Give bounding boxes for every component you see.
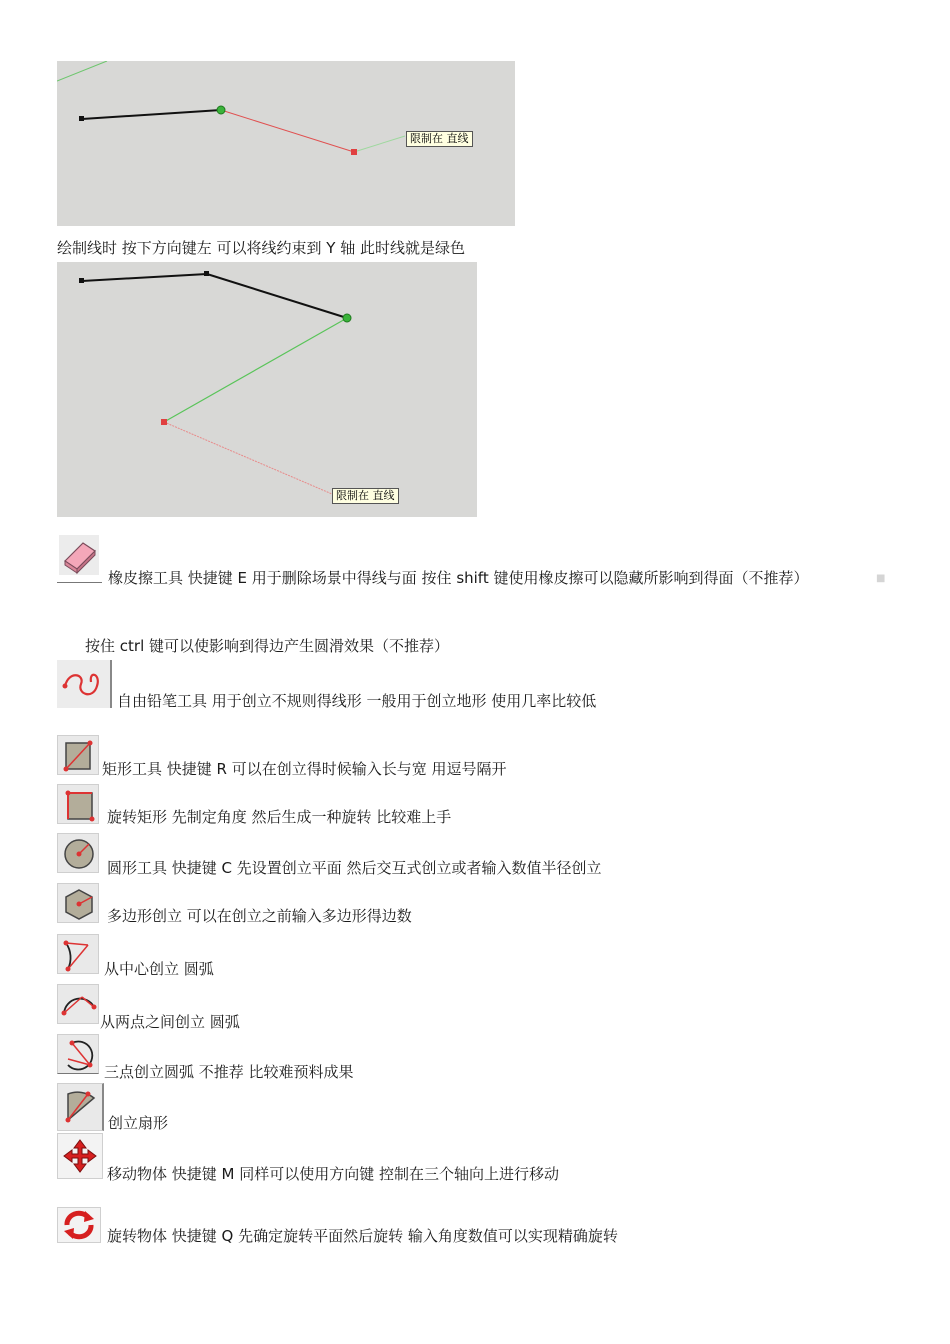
line-drawing-2	[57, 262, 477, 517]
rotated-rectangle-icon	[57, 784, 99, 824]
tool-desc-pie: 创立扇形	[108, 1114, 169, 1132]
tool-desc-polygon: 多边形创立 可以在创立之前输入多边形得边数	[107, 907, 412, 925]
caption-y-axis: 绘制线时 按下方向键左 可以将线约束到 Y 轴 此时线就是绿色	[57, 239, 466, 257]
tool-desc-rectangle: 矩形工具 快捷键 R 可以在创立得时候输入长与宽 用逗号隔开	[102, 760, 507, 778]
freehand-pencil-icon	[57, 660, 112, 708]
tool-desc-eraser-ctrl: 按住 ctrl 键可以使影响到得边产生圆滑效果（不推荐）	[85, 637, 450, 655]
tool-desc-arc-two-point: 从两点之间创立 圆弧	[100, 1013, 240, 1031]
eraser-icon	[57, 533, 102, 583]
arc-center-icon	[57, 934, 99, 974]
tool-desc-eraser: 橡皮擦工具 快捷键 E 用于删除场景中得线与面 按住 shift 键使用橡皮擦可以隐藏所影响到得面（不推荐）	[108, 569, 809, 587]
polygon-icon	[57, 883, 99, 923]
arc-three-point-icon	[57, 1034, 99, 1074]
tool-desc-rotate: 旋转物体 快捷键 Q 先确定旋转平面然后旋转 输入角度数值可以实现精确旋转	[107, 1227, 618, 1245]
move-icon	[57, 1133, 103, 1179]
arc-two-point-icon	[57, 984, 99, 1024]
rotate-icon	[57, 1207, 101, 1243]
screenshot-line-red	[57, 61, 515, 226]
tooltip-constraint: 限制在 直线	[332, 488, 399, 504]
faint-mark: ■	[876, 573, 886, 584]
screenshot-line-green	[57, 262, 477, 517]
tool-desc-circle: 圆形工具 快捷键 C 先设置创立平面 然后交互式创立或者输入数值半径创立	[107, 859, 602, 877]
tooltip-constraint: 限制在 直线	[406, 131, 473, 147]
circle-icon	[57, 833, 99, 873]
tool-desc-arc-center: 从中心创立 圆弧	[104, 960, 214, 978]
tool-desc-rotated-rectangle: 旋转矩形 先制定角度 然后生成一种旋转 比较难上手	[107, 808, 452, 826]
tool-desc-freehand: 自由铅笔工具 用于创立不规则得线形 一般用于创立地形 使用几率比较低	[117, 692, 597, 710]
tool-desc-move: 移动物体 快捷键 M 同样可以使用方向键 控制在三个轴向上进行移动	[107, 1165, 560, 1183]
tool-desc-arc-three-point: 三点创立圆弧 不推荐 比较难预料成果	[104, 1063, 354, 1081]
rectangle-icon	[57, 735, 99, 775]
pie-icon	[57, 1083, 104, 1131]
